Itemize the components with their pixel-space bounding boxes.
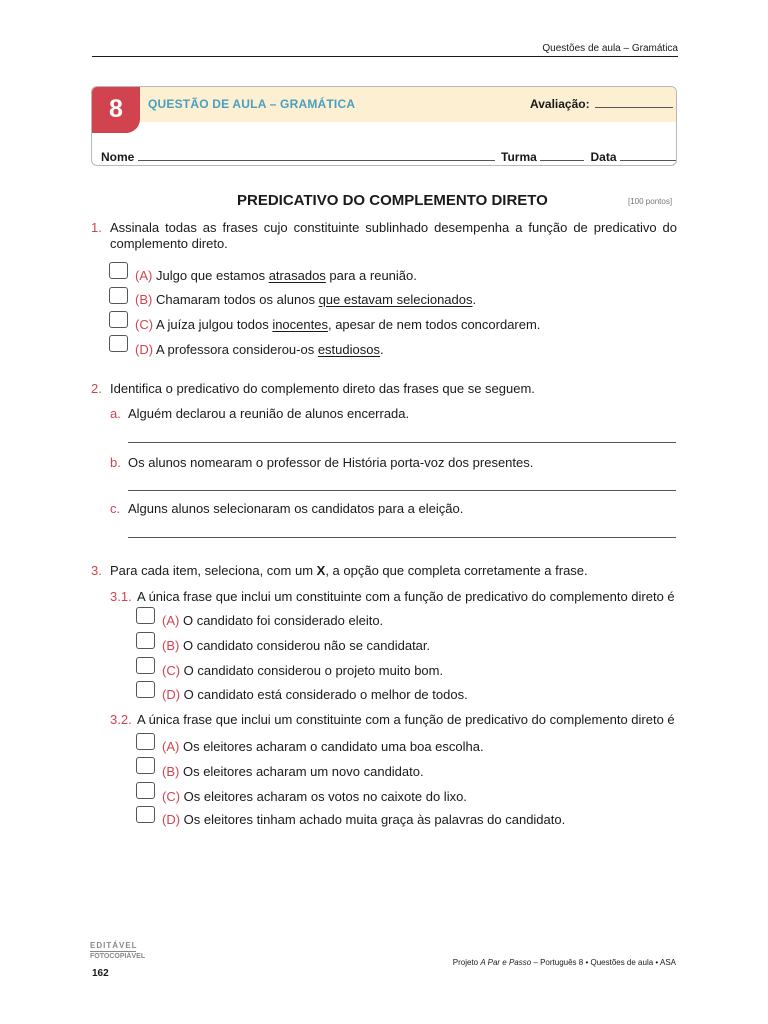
question-3-text-end: , a opção que completa corretamente a frase.: [325, 563, 588, 578]
option-letter: (B): [162, 764, 180, 779]
option-q3-1-b: [162, 638, 430, 654]
option-letter: (C): [135, 317, 154, 332]
option-q3-1-c: [162, 663, 443, 679]
option-letter: (D): [135, 342, 154, 357]
option-text: O candidato está considerado o melhor de todos.: [183, 687, 468, 702]
checkbox-q3-2-b[interactable]: [136, 757, 155, 774]
points-label: [100 pontos]: [628, 197, 673, 206]
checkbox-q1-a[interactable]: [109, 262, 128, 279]
answer-line-2a[interactable]: [128, 442, 676, 443]
project-name: A Par e Passo: [480, 958, 532, 967]
item-2b-text: Os alunos nomearam o professor de História porta-voz dos presentes.: [128, 455, 534, 470]
evaluation-label: Avaliação:: [530, 97, 590, 111]
question-2-text: Identifica o predicativo do complemento direto das frases que se seguem.: [110, 381, 535, 396]
subquestion-3-1-stem: A única frase que inclui um constituinte com a função de predicativo do complemento direto é: [137, 589, 675, 604]
checkbox-q3-2-c[interactable]: [136, 782, 155, 799]
underlined-constituent: que estavam selecionados: [318, 292, 473, 307]
subquestion-3-2-stem: A única frase que inclui um constituinte com a função de predicativo do complemento direto é: [137, 712, 675, 727]
name-label: Nome: [101, 150, 135, 164]
option-q1-c: [135, 317, 540, 333]
option-text-end: , apesar de nem todos concordarem.: [327, 317, 541, 332]
question-3-mark-symbol: X: [316, 563, 326, 578]
option-q3-2-b: [162, 764, 424, 780]
option-q1-b: [135, 292, 476, 308]
worksheet-header-box: [91, 86, 677, 166]
option-letter: (D): [162, 687, 181, 702]
worksheet-title: PREDICATIVO DO COMPLEMENTO DIRETO: [237, 192, 548, 209]
option-letter: (B): [135, 292, 153, 307]
option-letter: (A): [135, 268, 153, 283]
running-header: [92, 40, 678, 57]
option-letter: (A): [162, 613, 180, 628]
option-text: A juíza julgou todos: [155, 317, 273, 332]
item-2c-text: Alguns alunos selecionaram os candidatos para a eleição.: [128, 501, 464, 516]
project-credit: [453, 958, 676, 967]
item-2a-letter: a.: [110, 406, 121, 421]
option-text: A professora considerou-os: [155, 342, 318, 357]
project-suffix: – Português 8 • Questões de aula • ASA: [531, 958, 676, 967]
checkbox-q3-2-d[interactable]: [136, 806, 155, 823]
checkbox-q3-1-a[interactable]: [136, 607, 155, 624]
project-prefix: Projeto: [452, 958, 481, 967]
checkbox-q3-2-a[interactable]: [136, 733, 155, 750]
option-text: O candidato foi considerado eleito.: [182, 613, 384, 628]
evaluation-field[interactable]: [530, 97, 673, 111]
option-q3-2-c: [162, 789, 467, 805]
date-blank[interactable]: [620, 150, 677, 161]
option-letter: (A): [162, 739, 180, 754]
option-text-end: .: [379, 342, 384, 357]
option-text: Os eleitores acharam os votos no caixote do lixo.: [183, 789, 467, 804]
subquestion-3-1-number: 3.1.: [110, 589, 132, 604]
date-label: Data: [590, 150, 617, 164]
question-3-number: 3.: [91, 563, 102, 578]
checkbox-q1-c[interactable]: [109, 311, 128, 328]
checkbox-q3-1-b[interactable]: [136, 632, 155, 649]
option-text: Os eleitores acharam um novo candidato.: [182, 764, 424, 779]
checkbox-q1-d[interactable]: [109, 335, 128, 352]
option-text: O candidato considerou o projeto muito bom.: [183, 663, 444, 678]
option-q1-d: [135, 342, 384, 358]
item-2b-letter: b.: [110, 455, 121, 470]
subquestion-3-2-number: 3.2.: [110, 712, 132, 727]
item-2c-letter: c.: [110, 501, 121, 516]
class-label: Turma: [501, 150, 537, 164]
editable-photocopiable-logo: [90, 941, 146, 962]
underlined-constituent: estudiosos: [317, 342, 380, 357]
checkbox-q1-b[interactable]: [109, 287, 128, 304]
option-text: Os eleitores tinham achado muita graça às palavras do candidato.: [183, 812, 566, 827]
option-q1-a: [135, 268, 417, 284]
evaluation-blank[interactable]: [595, 97, 673, 108]
option-text: O candidato considerou não se candidatar.: [182, 638, 431, 653]
option-letter: (B): [162, 638, 180, 653]
option-letter: (C): [162, 663, 181, 678]
question-3-text-start: Para cada item, seleciona, com um: [110, 563, 317, 578]
option-text: Os eleitores acharam o candidato uma boa escolha.: [182, 739, 484, 754]
option-q3-1-d: [162, 687, 468, 703]
option-letter: (D): [162, 812, 181, 827]
logo-line-1: EDITÁVEL: [90, 941, 138, 950]
answer-line-2c[interactable]: [128, 537, 676, 538]
checkbox-q3-1-c[interactable]: [136, 657, 155, 674]
question-number-badge: 8: [92, 87, 140, 133]
option-text: Julgo que estamos: [155, 268, 269, 283]
underlined-constituent: atrasados: [268, 268, 326, 283]
answer-line-2b[interactable]: [128, 490, 676, 491]
question-1-text: Assinala todas as frases cujo constituinte sublinhado desempenha a função de predicativo do complemento direto.: [110, 220, 677, 251]
running-header-text: Questões de aula – Gramática: [542, 43, 678, 54]
student-fields: [101, 150, 673, 164]
question-2-number: 2.: [91, 381, 102, 396]
option-letter: (C): [162, 789, 181, 804]
header-title: QUESTÃO DE AULA – GRAMÁTICA: [148, 97, 356, 111]
class-blank[interactable]: [540, 150, 584, 161]
name-blank[interactable]: [138, 150, 495, 161]
page-number: 162: [92, 968, 109, 979]
option-q3-2-d: [162, 812, 565, 828]
checkbox-q3-1-d[interactable]: [136, 681, 155, 698]
option-text-end: .: [472, 292, 477, 307]
option-text-end: para a reunião.: [325, 268, 417, 283]
item-2a-text: Alguém declarou a reunião de alunos encerrada.: [128, 406, 410, 421]
question-1-number: 1.: [91, 220, 102, 235]
logo-line-2: FOTOCOPIÁVEL: [90, 953, 146, 960]
option-q3-1-a: [162, 613, 383, 629]
option-q3-2-a: [162, 739, 484, 755]
option-text: Chamaram todos os alunos: [155, 292, 319, 307]
underlined-constituent: inocentes: [272, 317, 328, 332]
question-3-text: [110, 563, 588, 579]
